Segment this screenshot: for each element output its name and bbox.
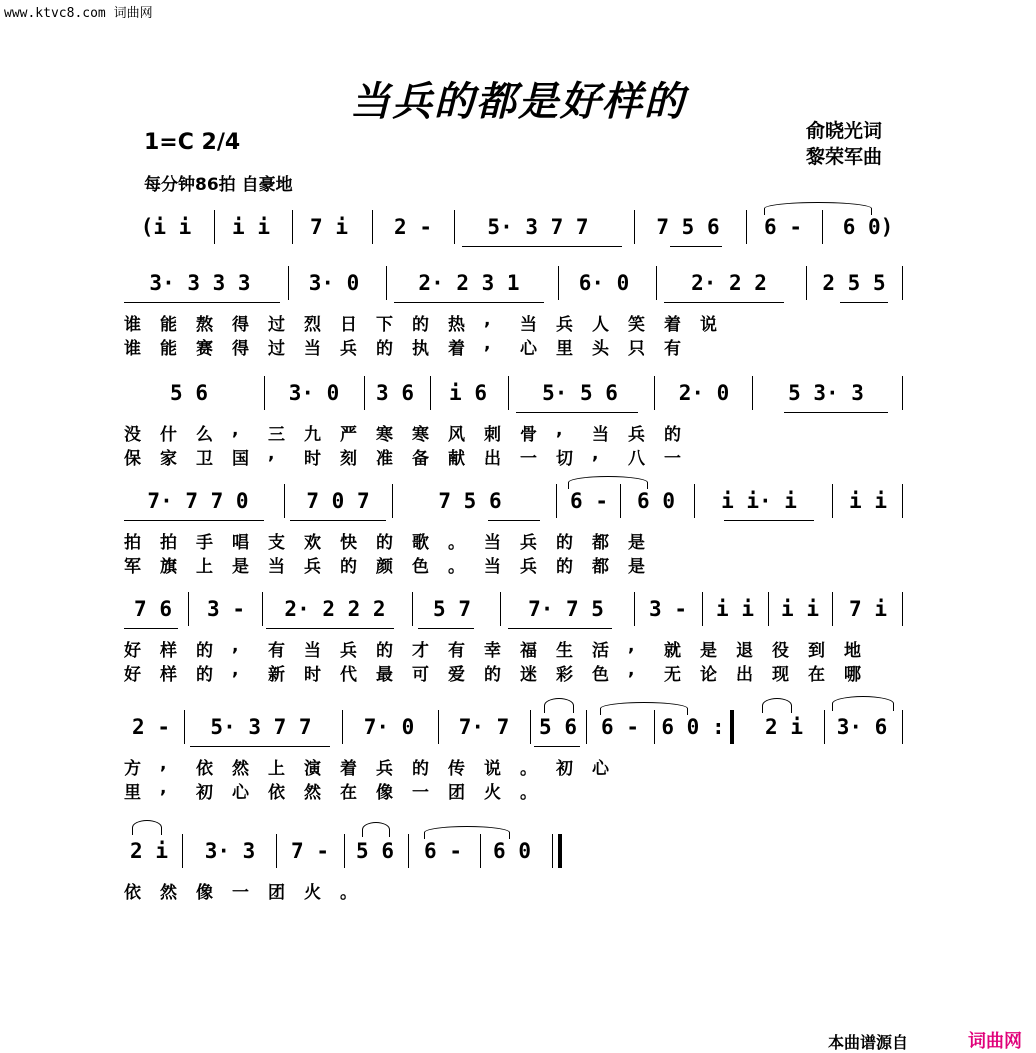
lyric-char: 的 bbox=[196, 665, 213, 685]
lyric-char: 欢 bbox=[304, 533, 321, 553]
lyric-char: 出 bbox=[736, 665, 753, 685]
measure: 5 7 bbox=[433, 597, 471, 621]
measure: 6 - bbox=[764, 215, 802, 239]
lyric-char: 生 bbox=[556, 641, 573, 661]
measure: 7 i bbox=[310, 215, 348, 239]
lyric-char: 支 bbox=[268, 533, 285, 553]
beam-line bbox=[670, 246, 722, 247]
lyric-char: 迷 bbox=[520, 665, 537, 685]
tie-arc bbox=[764, 202, 872, 215]
tempo-marking: 每分钟86拍 自豪地 bbox=[144, 175, 293, 195]
lyric-char: 着 bbox=[448, 339, 465, 359]
lyric-char: 得 bbox=[232, 339, 249, 359]
measure: 6 - bbox=[601, 715, 639, 739]
measure: 2 - bbox=[394, 215, 432, 239]
lyric-char: 就 bbox=[664, 641, 681, 661]
site-watermark: www.ktvc8.com 词曲网 bbox=[4, 6, 153, 21]
lyric-char: 有 bbox=[448, 641, 465, 661]
lyric-char: 演 bbox=[304, 759, 321, 779]
measure: 5 6 bbox=[356, 839, 394, 863]
measure: 3· 3 3 3 bbox=[149, 271, 251, 295]
lyric-char: 地 bbox=[844, 641, 861, 661]
lyric-char: , bbox=[484, 334, 491, 354]
measure: 6 - bbox=[424, 839, 462, 863]
lyric-char: 的 bbox=[376, 533, 393, 553]
lyric-char: 过 bbox=[268, 339, 285, 359]
notation-line bbox=[124, 832, 906, 872]
measure: 7 - bbox=[291, 839, 329, 863]
lyric-verse-1 bbox=[124, 636, 906, 661]
lyric-char: 是 bbox=[700, 641, 717, 661]
source-note: 本曲谱源自 bbox=[828, 1033, 909, 1052]
lyric-char: 像 bbox=[376, 783, 393, 803]
lyric-char: , bbox=[484, 310, 491, 330]
composer-credit: 黎荣军曲 bbox=[806, 146, 883, 168]
lyric-char: 的 bbox=[664, 425, 681, 445]
lyric-char: 上 bbox=[196, 557, 213, 577]
lyric-char: 是 bbox=[628, 533, 645, 553]
lyric-char: 一 bbox=[664, 449, 681, 469]
measure: 5 3· 3 bbox=[788, 381, 864, 405]
measure: 3 6 bbox=[376, 381, 414, 405]
lyric-verse-2 bbox=[124, 334, 906, 359]
lyric-char: 样 bbox=[160, 641, 177, 661]
lyric-char: 日 bbox=[340, 315, 357, 335]
lyric-char: 有 bbox=[268, 641, 285, 661]
lyric-char: , bbox=[232, 660, 239, 680]
measure: 6 - bbox=[570, 489, 608, 513]
lyric-char: 拍 bbox=[124, 533, 141, 553]
lyric-char: 熬 bbox=[196, 315, 213, 335]
lyric-char: 说 bbox=[700, 315, 717, 335]
lyric-char: 然 bbox=[304, 783, 321, 803]
measure: 3· 0 bbox=[308, 271, 360, 295]
measure: 2· 2 2 2 bbox=[284, 597, 386, 621]
lyric-char: 代 bbox=[340, 665, 357, 685]
tie-arc bbox=[600, 702, 688, 715]
lyric-char: 热 bbox=[448, 315, 465, 335]
tie-arc bbox=[762, 698, 792, 713]
lyric-char: 歌 bbox=[412, 533, 429, 553]
lyric-char: 。 bbox=[448, 533, 465, 553]
measure: 7· 0 bbox=[363, 715, 415, 739]
lyric-char: 里 bbox=[556, 339, 573, 359]
key-signature: 1=C 2/4 bbox=[144, 130, 241, 155]
lyric-char: 初 bbox=[196, 783, 213, 803]
lyric-char: 团 bbox=[448, 783, 465, 803]
lyric-char: 心 bbox=[592, 759, 609, 779]
beam-line bbox=[516, 412, 638, 413]
lyric-char: 当 bbox=[304, 339, 321, 359]
lyric-char: 彩 bbox=[556, 665, 573, 685]
measure: 7· 7 bbox=[458, 715, 510, 739]
measure: 5· 5 6 bbox=[542, 381, 618, 405]
tie-arc bbox=[362, 822, 390, 837]
song-title: 当兵的都是好样的 bbox=[350, 78, 686, 125]
lyric-char: 像 bbox=[196, 883, 213, 903]
lyric-char: 没 bbox=[124, 425, 141, 445]
lyric-char: 当 bbox=[304, 641, 321, 661]
lyric-verse-1 bbox=[124, 754, 906, 779]
measure: 5· 3 7 7 bbox=[487, 215, 589, 239]
lyric-char: 能 bbox=[160, 315, 177, 335]
site-logo: 词曲网 bbox=[968, 1031, 1022, 1052]
lyric-char: 切 bbox=[556, 449, 573, 469]
lyric-char: 只 bbox=[628, 339, 645, 359]
lyric-char: 依 bbox=[268, 783, 285, 803]
lyric-char: , bbox=[232, 420, 239, 440]
lyric-char: 军 bbox=[124, 557, 141, 577]
lyric-char: 然 bbox=[160, 883, 177, 903]
beam-line bbox=[394, 302, 544, 303]
measure: 2 i bbox=[130, 839, 168, 863]
lyric-char: 头 bbox=[592, 339, 609, 359]
lyric-char: 旗 bbox=[160, 557, 177, 577]
lyric-char: 献 bbox=[448, 449, 465, 469]
lyric-char: , bbox=[160, 754, 167, 774]
lyric-verse-2 bbox=[124, 778, 906, 803]
notation-line bbox=[124, 374, 906, 414]
measure: i i bbox=[232, 215, 270, 239]
lyric-char: 下 bbox=[376, 315, 393, 335]
measure: 3· 0 bbox=[288, 381, 340, 405]
beam-line bbox=[190, 746, 330, 747]
lyric-char: 谁 bbox=[124, 339, 141, 359]
lyric-char: 寒 bbox=[412, 425, 429, 445]
beam-line bbox=[724, 520, 814, 521]
lyric-char: 幸 bbox=[484, 641, 501, 661]
lyric-char: 在 bbox=[340, 783, 357, 803]
lyric-char: 保 bbox=[124, 449, 141, 469]
measure: i i bbox=[716, 597, 754, 621]
measure: 6 0) bbox=[842, 215, 894, 239]
lyric-char: 无 bbox=[664, 665, 681, 685]
lyric-char: 退 bbox=[736, 641, 753, 661]
lyric-char: 着 bbox=[664, 315, 681, 335]
lyric-char: 都 bbox=[592, 533, 609, 553]
beam-line bbox=[508, 628, 612, 629]
lyric-char: 当 bbox=[484, 533, 501, 553]
lyric-char: 兵 bbox=[376, 759, 393, 779]
lyric-char: 当 bbox=[268, 557, 285, 577]
measure: 3 - bbox=[649, 597, 687, 621]
lyric-char: 的 bbox=[376, 641, 393, 661]
lyric-char: 初 bbox=[556, 759, 573, 779]
measure: 6 0 bbox=[637, 489, 675, 513]
lyric-char: 役 bbox=[772, 641, 789, 661]
lyric-verse-1 bbox=[124, 528, 906, 553]
lyric-char: 的 bbox=[484, 665, 501, 685]
lyric-char: 着 bbox=[340, 759, 357, 779]
measure: 3 - bbox=[207, 597, 245, 621]
lyric-char: 的 bbox=[556, 533, 573, 553]
lyric-char: , bbox=[628, 660, 635, 680]
lyric-char: , bbox=[268, 444, 275, 464]
lyric-char: 一 bbox=[520, 449, 537, 469]
lyric-char: 新 bbox=[268, 665, 285, 685]
lyric-char: 人 bbox=[592, 315, 609, 335]
lyric-char: 上 bbox=[268, 759, 285, 779]
lyric-char: 烈 bbox=[304, 315, 321, 335]
measure: (i i bbox=[140, 215, 192, 239]
lyric-char: 样 bbox=[160, 665, 177, 685]
lyric-char: 福 bbox=[520, 641, 537, 661]
lyric-char: 心 bbox=[232, 783, 249, 803]
lyric-char: 出 bbox=[484, 449, 501, 469]
lyric-char: 兵 bbox=[304, 557, 321, 577]
lyric-char: 八 bbox=[628, 449, 645, 469]
lyric-char: 什 bbox=[160, 425, 177, 445]
notation-line bbox=[124, 482, 906, 522]
lyric-char: 色 bbox=[592, 665, 609, 685]
measure: 2· 2 3 1 bbox=[418, 271, 520, 295]
lyric-char: 手 bbox=[196, 533, 213, 553]
measure: 7 6 bbox=[134, 597, 172, 621]
lyric-char: 么 bbox=[196, 425, 213, 445]
lyric-char: 兵 bbox=[340, 339, 357, 359]
lyric-char: 好 bbox=[124, 641, 141, 661]
lyric-char: 好 bbox=[124, 665, 141, 685]
lyric-char: 刺 bbox=[484, 425, 501, 445]
beam-line bbox=[664, 302, 784, 303]
lyric-verse-1 bbox=[124, 310, 906, 335]
measure: 2 i bbox=[765, 715, 803, 739]
measure: 5· 3 7 7 bbox=[210, 715, 312, 739]
beam-line bbox=[124, 520, 264, 521]
lyric-char: 严 bbox=[340, 425, 357, 445]
lyric-char: 哪 bbox=[844, 665, 861, 685]
lyric-verse-1 bbox=[124, 420, 906, 445]
lyric-char: 传 bbox=[448, 759, 465, 779]
lyric-char: 笑 bbox=[628, 315, 645, 335]
tie-arc bbox=[132, 820, 162, 835]
lyric-char: 有 bbox=[664, 339, 681, 359]
measure: 6· 0 bbox=[578, 271, 630, 295]
lyric-char: 骨 bbox=[520, 425, 537, 445]
lyric-char: 卫 bbox=[196, 449, 213, 469]
measure: 7 5 6 bbox=[656, 215, 720, 239]
tie-arc bbox=[832, 696, 894, 711]
lyric-char: 色 bbox=[412, 557, 429, 577]
beam-line bbox=[784, 412, 888, 413]
measure: i i bbox=[781, 597, 819, 621]
lyric-char: 谁 bbox=[124, 315, 141, 335]
measure: i i· i bbox=[721, 489, 797, 513]
lyric-char: 准 bbox=[376, 449, 393, 469]
lyric-char: 心 bbox=[520, 339, 537, 359]
lyric-verse-2 bbox=[124, 552, 906, 577]
lyric-char: 赛 bbox=[196, 339, 213, 359]
measure: 2· 0 bbox=[678, 381, 730, 405]
lyric-char: 到 bbox=[808, 641, 825, 661]
tie-arc bbox=[568, 476, 648, 489]
lyric-char: 一 bbox=[232, 883, 249, 903]
notation-line bbox=[124, 264, 906, 304]
lyric-char: 都 bbox=[592, 557, 609, 577]
lyric-char: 时 bbox=[304, 449, 321, 469]
lyric-char: 备 bbox=[412, 449, 429, 469]
lyric-char: 依 bbox=[124, 883, 141, 903]
measure: 7 0 7 bbox=[306, 489, 370, 513]
lyric-char: 最 bbox=[376, 665, 393, 685]
lyric-char: 颜 bbox=[376, 557, 393, 577]
lyric-char: 三 bbox=[268, 425, 285, 445]
lyric-char: 兵 bbox=[340, 641, 357, 661]
beam-line bbox=[488, 520, 540, 521]
lyric-char: 现 bbox=[772, 665, 789, 685]
notation-line bbox=[124, 590, 906, 630]
lyric-char: 一 bbox=[412, 783, 429, 803]
lyric-char: 当 bbox=[484, 557, 501, 577]
measure: 2· 2 2 bbox=[691, 271, 767, 295]
lyric-char: 的 bbox=[340, 557, 357, 577]
lyric-char: , bbox=[628, 636, 635, 656]
lyric-char: 火 bbox=[304, 883, 321, 903]
lyric-char: 里 bbox=[124, 783, 141, 803]
measure: 7 i bbox=[849, 597, 887, 621]
measure: 5 6 bbox=[170, 381, 208, 405]
lyric-char: 。 bbox=[340, 883, 357, 903]
lyric-char: 的 bbox=[556, 557, 573, 577]
lyric-char: 的 bbox=[412, 759, 429, 779]
lyric-char: 家 bbox=[160, 449, 177, 469]
beam-line bbox=[840, 302, 888, 303]
lyric-char: 才 bbox=[412, 641, 429, 661]
lyric-char: 兵 bbox=[520, 533, 537, 553]
lyric-char: 活 bbox=[592, 641, 609, 661]
measure: 3· 3 bbox=[204, 839, 256, 863]
lyric-char: 兵 bbox=[628, 425, 645, 445]
lyric-char: 火 bbox=[484, 783, 501, 803]
measure: 7 5 6 bbox=[438, 489, 502, 513]
lyric-char: 。 bbox=[520, 783, 537, 803]
lyric-char: 时 bbox=[304, 665, 321, 685]
beam-line bbox=[290, 520, 386, 521]
lyric-char: 团 bbox=[268, 883, 285, 903]
lyric-char: , bbox=[556, 420, 563, 440]
lyric-verse-2 bbox=[124, 660, 906, 685]
lyric-char: 刻 bbox=[340, 449, 357, 469]
measure: 5 6 bbox=[539, 715, 577, 739]
lyric-char: 唱 bbox=[232, 533, 249, 553]
lyric-char: 是 bbox=[232, 557, 249, 577]
lyric-char: 可 bbox=[412, 665, 429, 685]
tie-arc bbox=[424, 826, 510, 839]
lyric-verse-2 bbox=[124, 444, 906, 469]
measure: 2 - bbox=[132, 715, 170, 739]
lyric-char: 是 bbox=[628, 557, 645, 577]
lyric-char: 说 bbox=[484, 759, 501, 779]
notation-line bbox=[124, 708, 906, 748]
lyric-char: 快 bbox=[340, 533, 357, 553]
lyricist-credit: 俞晓光词 bbox=[806, 120, 883, 142]
lyric-char: 在 bbox=[808, 665, 825, 685]
lyric-char: 。 bbox=[448, 557, 465, 577]
beam-line bbox=[124, 628, 178, 629]
measure: i i bbox=[849, 489, 887, 513]
lyric-char: 的 bbox=[376, 339, 393, 359]
measure: 6 0 bbox=[493, 839, 531, 863]
lyric-char: 国 bbox=[232, 449, 249, 469]
measure: 3· 6 bbox=[836, 715, 888, 739]
lyric-char: 的 bbox=[412, 315, 429, 335]
beam-line bbox=[266, 628, 394, 629]
lyric-char: 爱 bbox=[448, 665, 465, 685]
lyric-char: 方 bbox=[124, 759, 141, 779]
lyric-verse-1 bbox=[124, 878, 906, 903]
lyric-char: 当 bbox=[592, 425, 609, 445]
measure: i 6 bbox=[449, 381, 487, 405]
measure: 2 5 5 bbox=[822, 271, 886, 295]
measure: 6 0 : bbox=[661, 715, 725, 739]
notation-line bbox=[124, 208, 906, 248]
lyric-char: , bbox=[232, 636, 239, 656]
measure: 7· 7 7 0 bbox=[147, 489, 249, 513]
tie-arc bbox=[544, 698, 574, 713]
lyric-char: , bbox=[160, 778, 167, 798]
lyric-char: 兵 bbox=[520, 557, 537, 577]
lyric-char: 论 bbox=[700, 665, 717, 685]
beam-line bbox=[534, 746, 580, 747]
lyric-char: 兵 bbox=[556, 315, 573, 335]
lyric-char: 风 bbox=[448, 425, 465, 445]
lyric-char: 寒 bbox=[376, 425, 393, 445]
lyric-char: 过 bbox=[268, 315, 285, 335]
lyric-char: 执 bbox=[412, 339, 429, 359]
lyric-char: 。 bbox=[520, 759, 537, 779]
measure: 7· 7 5 bbox=[528, 597, 604, 621]
lyric-char: 依 bbox=[196, 759, 213, 779]
beam-line bbox=[462, 246, 622, 247]
lyric-char: 九 bbox=[304, 425, 321, 445]
lyric-char: , bbox=[592, 444, 599, 464]
lyric-char: 能 bbox=[160, 339, 177, 359]
lyric-char: 拍 bbox=[160, 533, 177, 553]
beam-line bbox=[418, 628, 474, 629]
lyric-char: 当 bbox=[520, 315, 537, 335]
lyric-char: 的 bbox=[196, 641, 213, 661]
beam-line bbox=[124, 302, 280, 303]
lyric-char: 然 bbox=[232, 759, 249, 779]
lyric-char: 得 bbox=[232, 315, 249, 335]
